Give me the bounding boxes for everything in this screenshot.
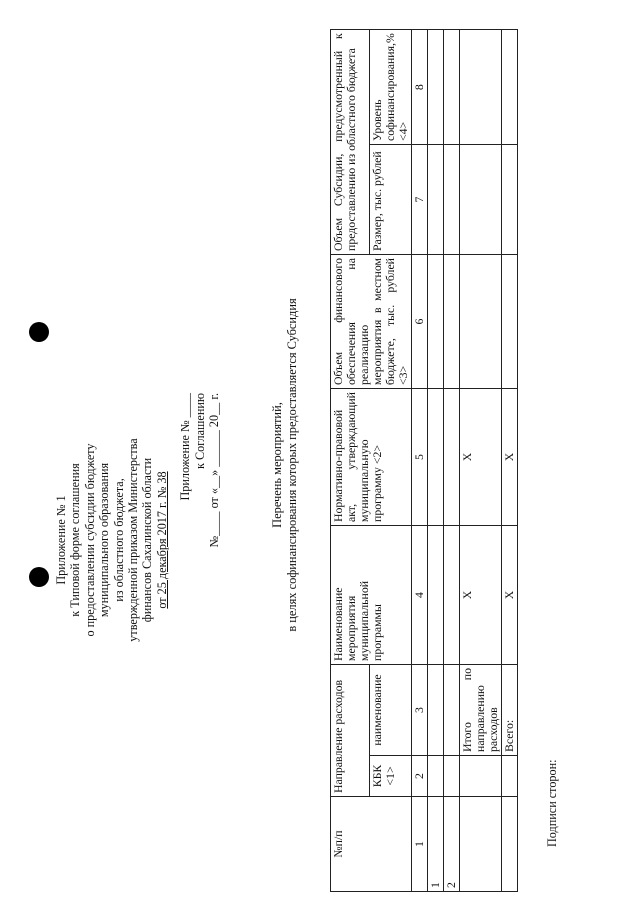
header-line: утвержденной приказом Министерства [126,438,141,642]
header-kbk: КБК <1> [370,756,412,797]
row-name [428,665,444,756]
col-number: 7 [412,145,428,255]
total-direction-act: X [460,389,502,526]
col-number: 1 [412,797,428,892]
row-kbk [428,756,444,797]
col-number: 2 [412,756,428,797]
table-row [428,30,444,892]
row-activity [428,526,444,665]
column-numbers-row [412,30,428,892]
header-size: Размер, тыс. рублей [370,145,412,255]
title-line: Перечень мероприятий, [270,402,284,528]
grand-total-row [502,30,518,892]
header-line: к Типовой форме соглашения [68,463,83,617]
empty-cell [502,756,518,797]
row-num: 2 [444,797,460,892]
col-number: 5 [412,389,428,526]
header-line: о предоставлении субсидии бюджету [82,443,97,637]
row-level [444,30,460,145]
empty-cell [460,756,502,797]
header-line: финансов Сахалинской области [140,457,155,623]
agreement-line: к Соглашению [192,393,207,470]
empty-cell [502,255,518,389]
grand-total-label: Всего: [502,665,518,756]
row-name [444,665,460,756]
header-line: муниципального образования [97,462,112,618]
header-line: Приложение № 1 [54,495,68,585]
empty-cell [460,255,502,389]
row-num: 1 [428,797,444,892]
header-name: наименование [370,665,412,756]
row-act [444,389,460,526]
header-local-budget: Объем финансового обеспечения на реализацию мероприятия в местном бюджете, тыс. рублей <3> [331,255,412,389]
total-direction-row [460,30,502,892]
header-act: Нормативно-правовой акт, утверждающий муниципальную программу <2> [331,389,412,526]
empty-cell [502,145,518,255]
header-level: Уровень софинансирования,% <4> [370,30,412,145]
row-size [444,145,460,255]
col-number: 4 [412,526,428,665]
header-activity: Наименование мероприятия муниципальной программы [331,526,412,665]
title-line: в целях софинансирования которых предоставляется Субсидия [284,298,299,632]
grand-total-act: X [502,389,518,526]
grand-total-activity: X [502,526,518,665]
header-line: из областного бюджета, [111,478,126,602]
empty-cell [460,797,502,892]
activities-table [330,29,518,892]
row-local [428,255,444,389]
header-line: от 25 декабря 2017 г. № 38 [154,471,169,609]
row-local [444,255,460,389]
table-header-row [331,30,370,892]
col-number: 6 [412,255,428,389]
empty-cell [502,30,518,145]
row-level [428,30,444,145]
row-act [428,389,444,526]
document-title [270,235,299,695]
row-activity [444,526,460,665]
row-kbk [444,756,460,797]
empty-cell [502,797,518,892]
header-num: №п/п [331,797,412,892]
header-direction: Направление расходов [331,665,370,797]
row-size [428,145,444,255]
total-direction-label: Итого по направлению расходов [460,665,502,756]
table-row [444,30,460,892]
empty-cell [460,30,502,145]
appendix-header [54,390,169,690]
agreement-reference [178,393,222,583]
col-number: 3 [412,665,428,756]
agreement-line: Приложение № ____ [178,393,192,501]
signatures-label: Подписи сторон: [545,759,559,847]
col-number: 8 [412,30,428,145]
total-direction-activity: X [460,526,502,665]
empty-cell [460,145,502,255]
header-subsidy: Объем Субсидии, предусмотренный к предоставлению из областного бюджета [331,30,370,255]
agreement-line: №____ от «__» ______ 20__ г. [207,393,221,548]
